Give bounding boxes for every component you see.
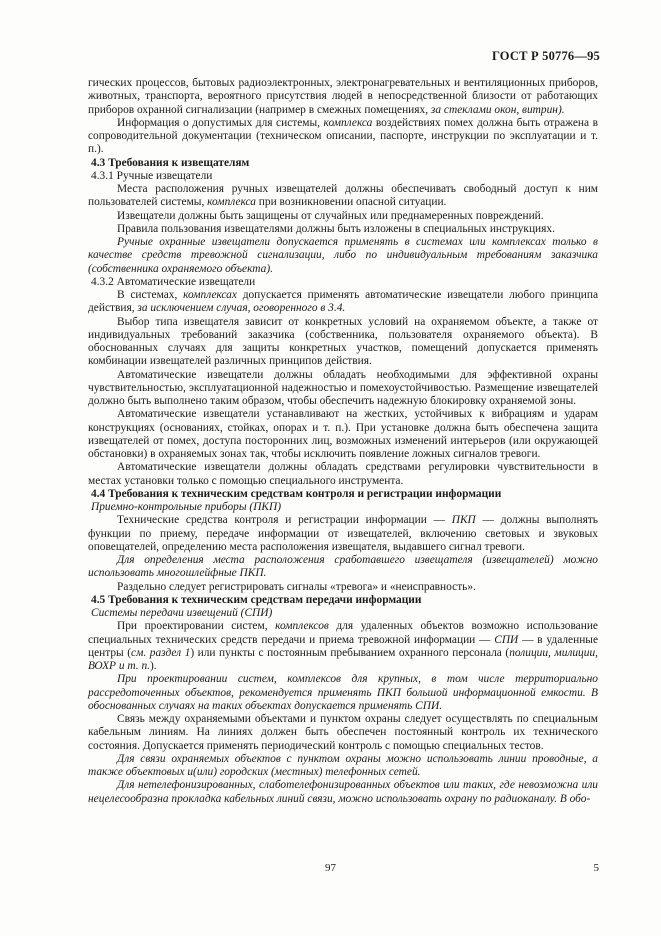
subsection-heading-4-3-2: 4.3.2 Автоматические извещатели [91,275,256,288]
paragraph-manual-alarm-note: Ручные охранные извещатели допускается применять в системах или комплексах только в качестве средств тревожной сигнализации, либо по индивидуальным требованиям заказчика (собственника охраняемого объекта). [88,236,598,275]
paragraph-automatic-allowed [88,289,598,316]
italic-run: см. раздел 1 [131,646,191,659]
text-run: — в удаленные центры ( [88,633,598,659]
italic-run: комплекса [207,196,256,209]
text-run: воздействиях помех должна быть отражена в сопроводительной документации (техническом описании, паспорте, инструкции по эксплуатации и т. п.). [88,116,598,156]
paragraph-manual-placement [88,183,598,210]
text-run: гических процессов, бытовых радиоэлектронных, электронагревательных и вентиляционных приборов, животных, транспорта, вероятного присутствия людей в непосредственной близости от работающих приборов охранной сигнализации (например в смежных помещениях, [88,77,598,116]
italic-run: ПКП [451,514,476,527]
folio-number: 97 [325,862,336,874]
paragraph-sensitivity: Автоматические извещатели должны обладать необходимыми для эффективной охраны чувствительностью, эксплуатационной надежностью и помехоустойчивостью. Размещение извещателей должно быть выполнено таким образом, чтобы обеспечить надежную блокировку охраняемой зоны. [88,368,598,407]
italic-run: полиции, милиции, ВОХР и т. п. [88,646,598,672]
page-number: 5 [593,862,599,874]
paragraph-protection: Извещатели должны быть защищены от случайных или преднамеренных повреждений. [117,209,544,222]
paragraph-large-objects-note: При проектировании систем, комплексов для крупных, в том числе территориально рассредоточенных объектов, рекомендуется применять ПКП большой информационной емкости. В обоснованных случаях на таких объектах допускается применять СПИ. [88,673,598,712]
text-run: Информация о допустимых для системы, [117,116,324,129]
italic-run: комплексов [275,620,329,633]
text-run: При проектировании систем, [117,620,276,633]
paragraph-pkp-functions [88,514,598,554]
text-run: для удаленных объектов возможно использование специальных технических средств передачи и приема тревожной информации — [88,620,598,646]
paragraph-multiloop-note: Для определения места расположения сработавшего извещателя (извещателей) можно использовать многошлейфные ПКП. [88,554,598,580]
paragraph-radio-channel-note: Для нетелефонизированных, слаботелефонизированных объектов или таких, где невозможна или нецелесообразна прокладка кабельных линий связи, можно использовать охрану по радиоканалу. В обо- [88,779,598,805]
text-run: Места расположения ручных извещателей должны обеспечивать свободный доступ к ним пользователей системы, [88,183,598,209]
text-run: ) или пункты с постоянным пребыванием охранного персонала ( [190,646,510,659]
paragraph-spi-design [88,620,598,673]
standard-header: ГОСТ Р 50776—95 [491,49,600,63]
paragraph-interference-info [88,117,598,157]
subsection-heading-4-3-1: 4.3.1 Ручные извещатели [91,169,213,182]
text-run: В системах, [117,289,184,301]
document-body [88,77,598,806]
subheading-spi: Системы передачи извещений (СПИ) [91,607,273,619]
paragraph-usage-rules: Правила пользования извещателями должны быть изложены в специальных инструкциях. [117,222,555,235]
paragraph-wired-lines-note: Для связи охраняемых объектов с пунктом охраны можно использовать линии проводные, а также объектовых и(или) городских (местных) телефонных сетей. [88,752,598,778]
paragraph-mounting: Автоматические извещатели устанавливают на жестких, устойчивых к вибрациям и ударам конструкциях (основаниях, стойках, опорах и т. п.). При установке должна быть обеспечена защита извещателей от помех, доступа посторонних лиц, возможных изменений интерьеров (или окружающей обстановки) в охраняемых зонах так, чтобы исключить появление ложных сигналов тревоги. [88,408,598,460]
paragraph-signal-registration: Раздельно следует регистрировать сигналы «тревога» и «неисправность». [117,580,476,593]
text-run: Технические средства контроля и регистрации информации — [117,514,452,527]
section-heading-4-4: 4.4 Требования к техническим средствам контроля и регистрации информации [91,487,502,500]
italic-run: за исключением случая, оговоренного в 3.4. [137,302,346,315]
italic-run: СПИ [494,633,519,646]
paragraph-adjustment: Автоматические извещатели должны обладать средствами регулировки чувствительности в местах установки только с помощью специального инструмента. [88,461,598,487]
italic-run: комплексах [183,289,237,301]
subheading-pkp: Приемно-контрольные приборы (ПКП) [91,501,282,513]
text-run: допускается применять автоматические извещатели любого принципа действия, [88,289,598,315]
text-run: — должны выполнять функции по приему, передаче информации от извещателей, включению световых и звуковых оповещателей, определению места расположения извещателя, выдавшего сигнал тревоги. [88,514,598,553]
section-heading-4-5: 4.5 Требования к техническим средствам передачи информации [91,593,422,606]
paragraph-detector-choice: Выбор типа извещателя зависит от конкретных условий на охраняемом объекте, а также от индивидуальных требований заказчика (собственника, пользователя охраняемого объекта). В обоснованных случаях для защиты конкретных участков, помещений допускается применять комбинации извещателей различных принципов действия. [88,315,598,368]
paragraph-cable-lines: Связь между охраняемыми объектами и пунктом охраны следует осуществлять по специальным кабельным линиям. На линиях должен быть обеспечен постоянный контроль их технического состояния. Допускается применять периодический контроль с помощью специальных тестов. [88,713,598,752]
italic-run: за стеклами окон, витрин). [430,103,565,116]
text-run: при возникновении опасной ситуации. [255,196,447,209]
paragraph-continuation [88,77,598,117]
section-heading-4-3: 4.3 Требования к извещателям [91,156,250,169]
italic-run: комплекса [323,116,373,129]
text-run: ). [150,660,157,672]
